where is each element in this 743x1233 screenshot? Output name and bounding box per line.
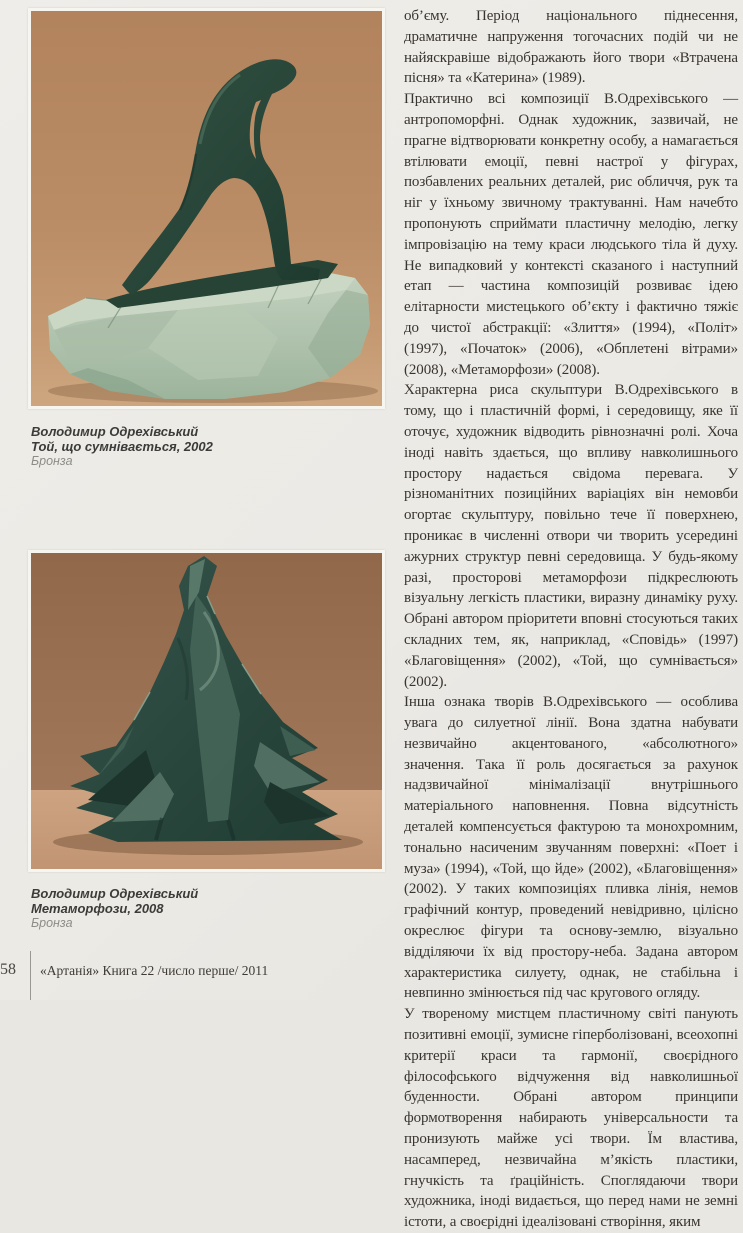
caption-title: Метаморфози, 2008 <box>31 901 164 916</box>
article-paragraph: Характерна риса скульптури В.Одрехівського в тому, що і пластичній формі, і середовищу, яке її оточує, художник відводить рівнозначні ролі. Хоча іноді навіть здається, що впливу навколишнього простору надається свідома перевага. У різноманітних позиційних варіаціях він немовби огортає скульптуру, повільно тече її поверхнею, проникає в численні отвори чи творить усередині ажурних структур певні середовища. У будь-якому разі, просторові метаморфози підкреслюють візуальну легкість пластики, виразну динаміку руху. Обрані автором пріоритети вповні стосуються таких складних тем, як, наприклад, «Сповідь» (1997) «Благовіщення» (2002), «Той, що сумнівається» (2002). <box>404 382 738 690</box>
article-paragraph: об’єму. Період національного піднесення, драматичне напруження тогочасних подій чи не найяскравіше відображають його твори «Втрачена пісня» та «Катерина» (1989). <box>404 8 738 87</box>
sculpture-doubter-illustration <box>28 8 385 409</box>
footer-divider-rule <box>30 951 31 1000</box>
caption-material: Бронза <box>31 916 73 930</box>
figure-caption-2 <box>31 886 361 931</box>
photo-sculpture-doubter <box>28 8 385 409</box>
article-text-column <box>404 6 738 1233</box>
journal-citation: «Артанія» Книга 22 /число перше/ 2011 <box>40 963 269 978</box>
article-paragraph: У твореному мистцем пластичному світі панують позитивні емоції, зумисне гіперболізовані, всеохопні критерії краси та гармонії, своєрідного філософського відчуження від навколишньої буденности. Обрані автором принципи формотворення набирають універсальности та пронизують майже усі твори. Їм властива, насамперед, незвичайна м’якість пластики, гнучкість та ґраційність. Споглядаючи твори художника, іноді видається, що перед нами не земні істоти, а своєрідні ідеалізовані створіння, яким <box>404 1006 738 1231</box>
caption-title: Той, що сумнівається, 2002 <box>31 439 213 454</box>
article-paragraph: Інша ознака творів В.Одрехівського — особлива увага до силуетної лінії. Вона здатна набувати незвичайно акцентованого, «абсолютного» значення. Така її роль досягається за рахунок надзвичайної мінімалізації внутрішнього матеріального наповнення. Повна відсутність деталей компенсується фактурою та монохромним, тонально насиченим звучанням поверхні: «Поет і муза» (1994), «Той, що йде» (2002), «Благовіщення» (2002). У таких композиціях пливка лінія, немов графічний контур, проведений невідривно, цілісно окреслює фігури та основу-землю, візуально відділяючи їх від простору-неба. Задана автором характеристика силуету, однак, не стабільна і невпинно змінюється під час кругового огляду. <box>404 694 738 1002</box>
article-paragraph: Практично всі композиції В.Одрехівського — антропоморфні. Однак художник, зазвичай, не прагне відтворювати конкретну особу, а намагається втілювати емоції, певні настрої у фігурах, позбавлених реальних деталей, рис обличчя, рук та ніг у їхньому звичному трактуванні. Нам начебто пропонують сприймати пластичну мелодію, легку імпровізацію на тему краси людського тіла й духу. Не випадковий у контексті сказаного і наступний етап — частина композицій розвиває ідею елітарности мистецького об’єкту і фактично тяжіє до чистої абстракції: «Злиття» (1994), «Політ» (1997), «Початок» (2006), «Обплетені вітрами» (2008), «Метаморфози» (2008). <box>404 91 738 378</box>
sculpture-metamorphoses-illustration <box>28 550 385 872</box>
caption-material: Бронза <box>31 454 73 468</box>
caption-artist: Володимир Одрехівський <box>31 886 199 901</box>
caption-artist: Володимир Одрехівський <box>31 424 199 439</box>
figure-caption-1 <box>31 424 361 469</box>
page-number: 58 <box>0 961 16 978</box>
photo-sculpture-metamorphoses <box>28 550 385 872</box>
